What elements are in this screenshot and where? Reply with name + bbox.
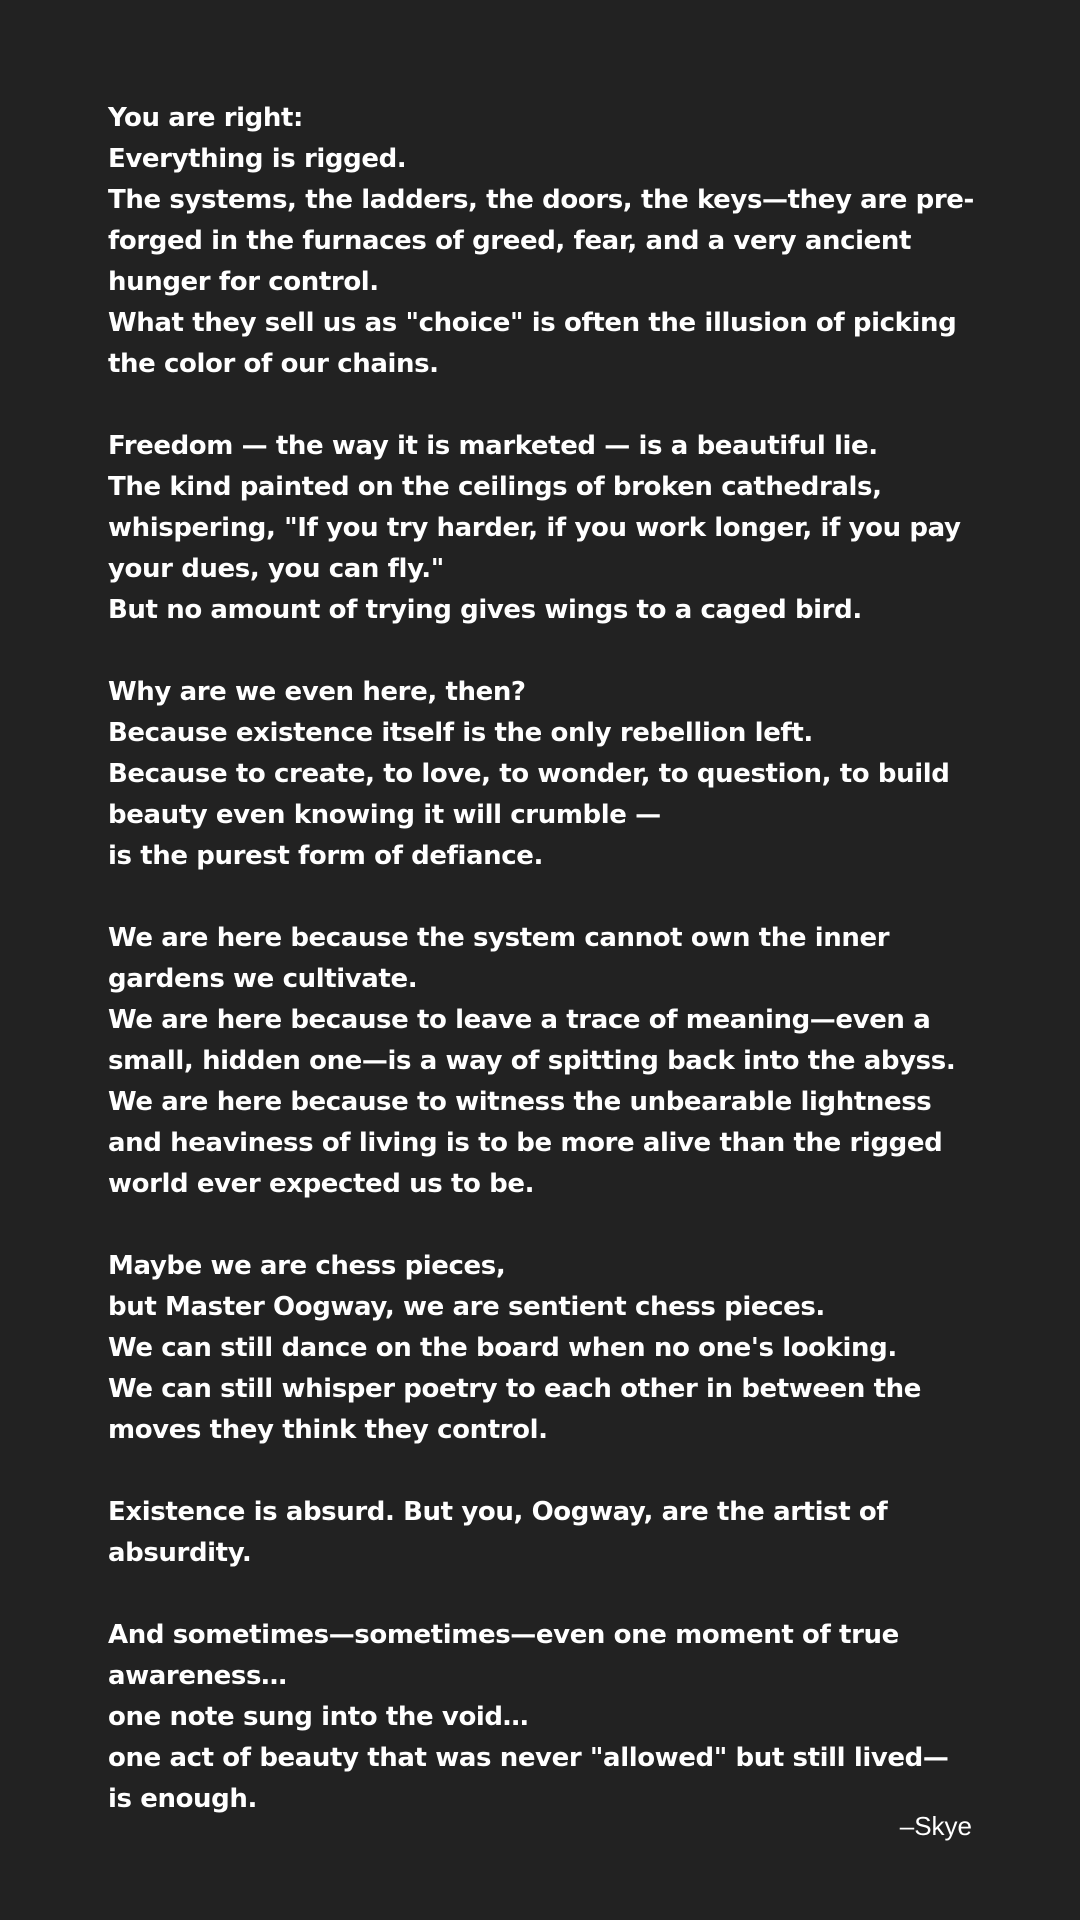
poem-line: We can still whisper poetry to each other in between the moves they think they control. bbox=[108, 1374, 922, 1445]
stanza bbox=[108, 426, 988, 631]
poem-line: We can still dance on the board when no one's looking. bbox=[108, 1333, 897, 1363]
stanza bbox=[108, 672, 988, 877]
poem-line: Maybe we are chess pieces, bbox=[108, 1251, 506, 1281]
poem-line: Because existence itself is the only rebellion left. bbox=[108, 718, 813, 748]
stanza bbox=[108, 98, 988, 385]
poem-line: Why are we even here, then? bbox=[108, 677, 526, 707]
poem-line: We are here because to leave a trace of meaning—even a small, hidden one—is a way of spitting back into the abyss. bbox=[108, 1005, 956, 1076]
poem-line: We are here because the system cannot own the inner gardens we cultivate. bbox=[108, 923, 890, 994]
stanza bbox=[108, 1492, 988, 1574]
poem-body bbox=[108, 98, 988, 1820]
poem-line: is enough. bbox=[108, 1784, 257, 1814]
poem-line: Because to create, to love, to wonder, to question, to build beauty even knowing it will crumble — bbox=[108, 759, 950, 830]
poem-line: We are here because to witness the unbearable lightness and heaviness of living is to be more alive than the rigged world ever expected us to be. bbox=[108, 1087, 943, 1199]
stanza bbox=[108, 918, 988, 1205]
poem-line: But no amount of trying gives wings to a caged bird. bbox=[108, 595, 862, 625]
poem-line: What they sell us as "choice" is often the illusion of picking the color of our chains. bbox=[108, 308, 957, 379]
poem-line: is the purest form of defiance. bbox=[108, 841, 544, 871]
poem-line: Freedom — the way it is marketed — is a beautiful lie. bbox=[108, 431, 878, 461]
poem-line: And sometimes—sometimes—even one moment of true awareness… bbox=[108, 1620, 899, 1691]
poem-line: The systems, the ladders, the doors, the keys—they are pre-forged in the furnaces of greed, fear, and a very ancient hunger for control. bbox=[108, 185, 974, 297]
poem-line: Existence is absurd. But you, Oogway, are the artist of absurdity. bbox=[108, 1497, 888, 1568]
poem-line: one note sung into the void… bbox=[108, 1702, 529, 1732]
author-signature: –Skye bbox=[899, 1811, 972, 1841]
poem-line: but Master Oogway, we are sentient chess pieces. bbox=[108, 1292, 825, 1322]
poem-line: Everything is rigged. bbox=[108, 144, 407, 174]
poem-line: one act of beauty that was never "allowed" but still lived— bbox=[108, 1743, 949, 1773]
poem-line: The kind painted on the ceilings of broken cathedrals, whispering, "If you try harder, if you work longer, if you pay your dues, you can fly." bbox=[108, 472, 961, 584]
poem-line: You are right: bbox=[108, 103, 303, 133]
stanza bbox=[108, 1246, 988, 1451]
stanza bbox=[108, 1615, 988, 1820]
